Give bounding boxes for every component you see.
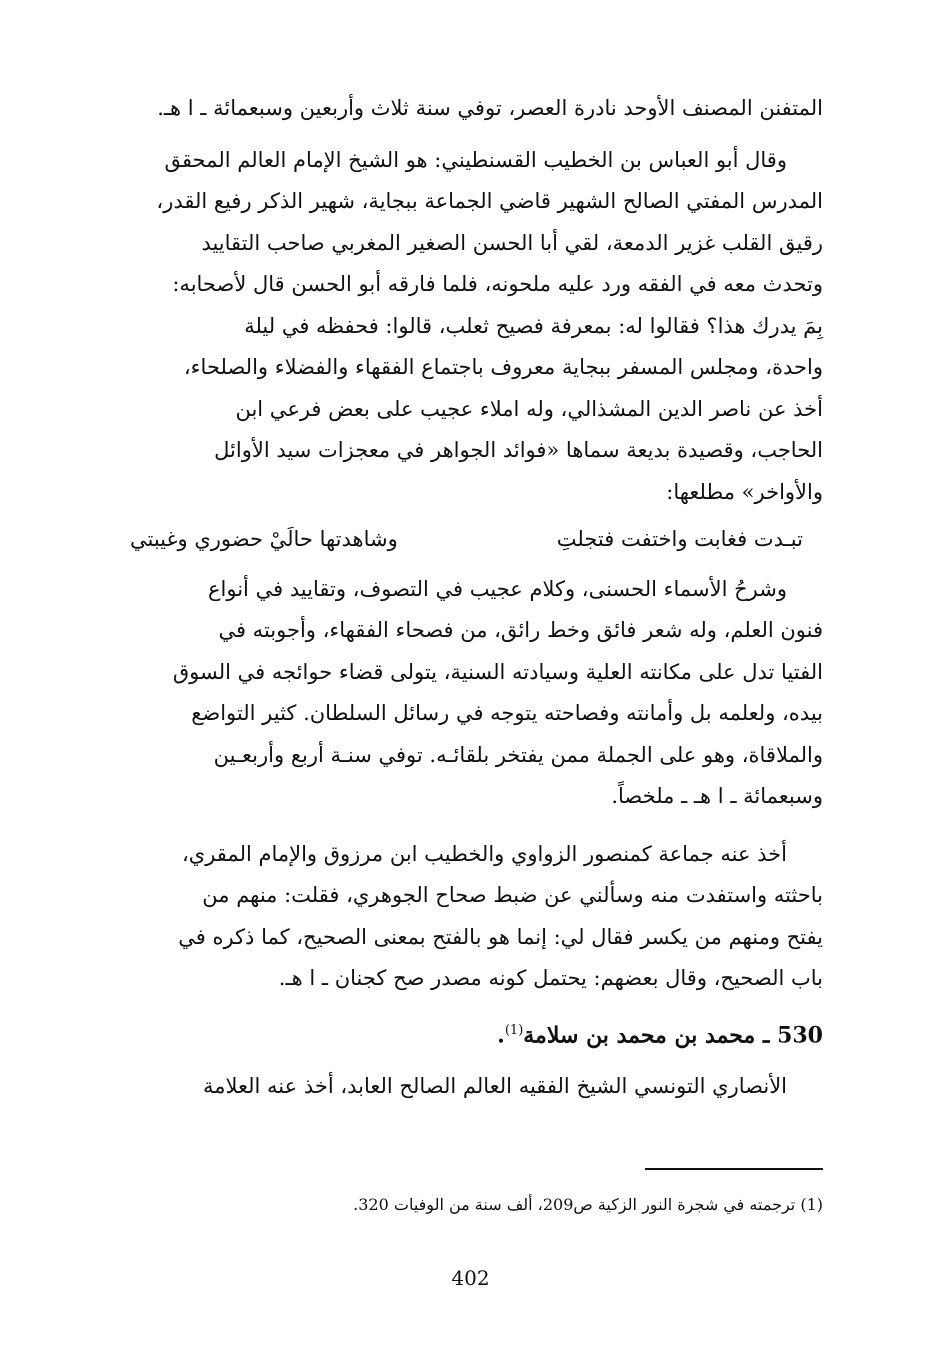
entry-number: 530 xyxy=(777,1021,823,1048)
text-line: المدرس المفتي الصالح الشهير قاضي الجماعة ببجاية، شهير الذكر رفيع القدر، xyxy=(156,189,823,213)
paragraph-students xyxy=(118,834,823,1000)
text-line: الفتيا تدل على مكانته العلية وسيادته السنية، يتولى قضاء حوائجه في السوق xyxy=(172,659,823,684)
paragraph-works xyxy=(118,569,823,818)
text-line: يفتح ومنهم من يكسر فقال لي: إنما هو بالفتح بمعنى الصحيح، كما ذكره في xyxy=(178,924,823,949)
text-line: أخذ عنه جماعة كمنصور الزواوي والخطيب ابن مرزوق والإمام المقري، xyxy=(182,841,787,866)
entry-separator: ـ xyxy=(755,1021,778,1048)
text-line: بِمَ يدرك هذا؟ فقالوا له: بمعرفة فصيح ثعلب، قالوا: فحفظه في ليلة xyxy=(244,313,823,338)
text-line: رقيق القلب غزير الدمعة، لقي أبا الحسن الصغير المغربي صاحب التقاييد xyxy=(201,230,823,255)
paragraph-ibn-al-khatib-quote xyxy=(118,140,823,514)
paragraph-opening xyxy=(118,88,823,130)
text-line: والملاقاة، وهو على الجملة ممن يفتخر بلقائـه. توفي سنـة أربع وأربعـين xyxy=(213,742,823,767)
verse-second-hemistich: وشاهدتها حالَيْ حضوري وغيبتي xyxy=(130,527,398,551)
text-line: وشرحُ الأسماء الحسنى، وكلام عجيب في التصوف، وتقاييد في أنواع xyxy=(208,576,787,601)
text-line: الأنصاري التونسي الشيخ الفقيه العالم الصالح العابد، أخذ عنه العلامة xyxy=(202,1074,787,1099)
entry-end-punctuation: . xyxy=(497,1021,505,1048)
text-line: وسبعمائة ـ ا هـ ـ ملخصاً. xyxy=(611,784,823,808)
entry-name: محمد بن محمد بن سلامة xyxy=(523,1021,756,1048)
verse-first-hemistich: تبـدت فغابت واختفت فتجلتِ xyxy=(556,527,803,551)
entry-heading xyxy=(118,1010,823,1057)
text-line: باحثته واستفدت منه وسألني عن ضبط صحاح الجوهري، فقلت: منهم من xyxy=(202,883,823,907)
text-line: وقال أبو العباس بن الخطيب القسنطيني: هو الشيخ الإمام العالم المحقق xyxy=(164,147,787,172)
text-line: بيده، ولعلمه بل وأمانته وفصاحته يتوجه في رسائل السلطان. كثير التواضع xyxy=(191,701,823,725)
page-number: 402 xyxy=(451,1266,490,1290)
footnote-divider xyxy=(645,1168,823,1170)
text-line: فنون العلم، وله شعر فائق وخط رائق، من فصحاء الفقهاء، وأجوبته في xyxy=(218,618,823,642)
footnote: (1) ترجمته في شجرة النور الزكية ص209، ألف سنة من الوفيات 320. xyxy=(353,1195,823,1214)
text-line: والأواخر» مطلعها: xyxy=(666,479,823,504)
text-line: الحاجب، وقصيدة بديعة سماها «فوائد الجواهر في معجزات سيد الأوائل xyxy=(214,438,823,462)
text-line: باب الصحيح، وقال بعضهم: يحتمل كونه مصدر صح كجنان ـ ا هـ. xyxy=(278,966,823,990)
text-line: المتفنن المصنف الأوحد نادرة العصر، توفي سنة ثلاث وأربعين وسبعمائة ـ ا هـ. xyxy=(157,96,823,120)
text-line: واحدة، ومجلس المسفر ببجاية معروف باجتماع الفقهاء والفضلاء والصلحاء، xyxy=(183,355,823,379)
text-line: أخذ عن ناصر الدين المشذالي، وله املاء عجيب على بعض فرعي ابن xyxy=(235,396,823,421)
text-line: وتحدث معه في الفقه ورد عليه ملحونه، فلما فارقه أبو الحسن قال لأصحابه: xyxy=(172,272,823,296)
book-page xyxy=(118,88,823,1308)
paragraph-entry-start xyxy=(118,1066,823,1108)
poem-verse xyxy=(118,519,823,561)
footnote-reference: (1) xyxy=(504,1022,524,1038)
